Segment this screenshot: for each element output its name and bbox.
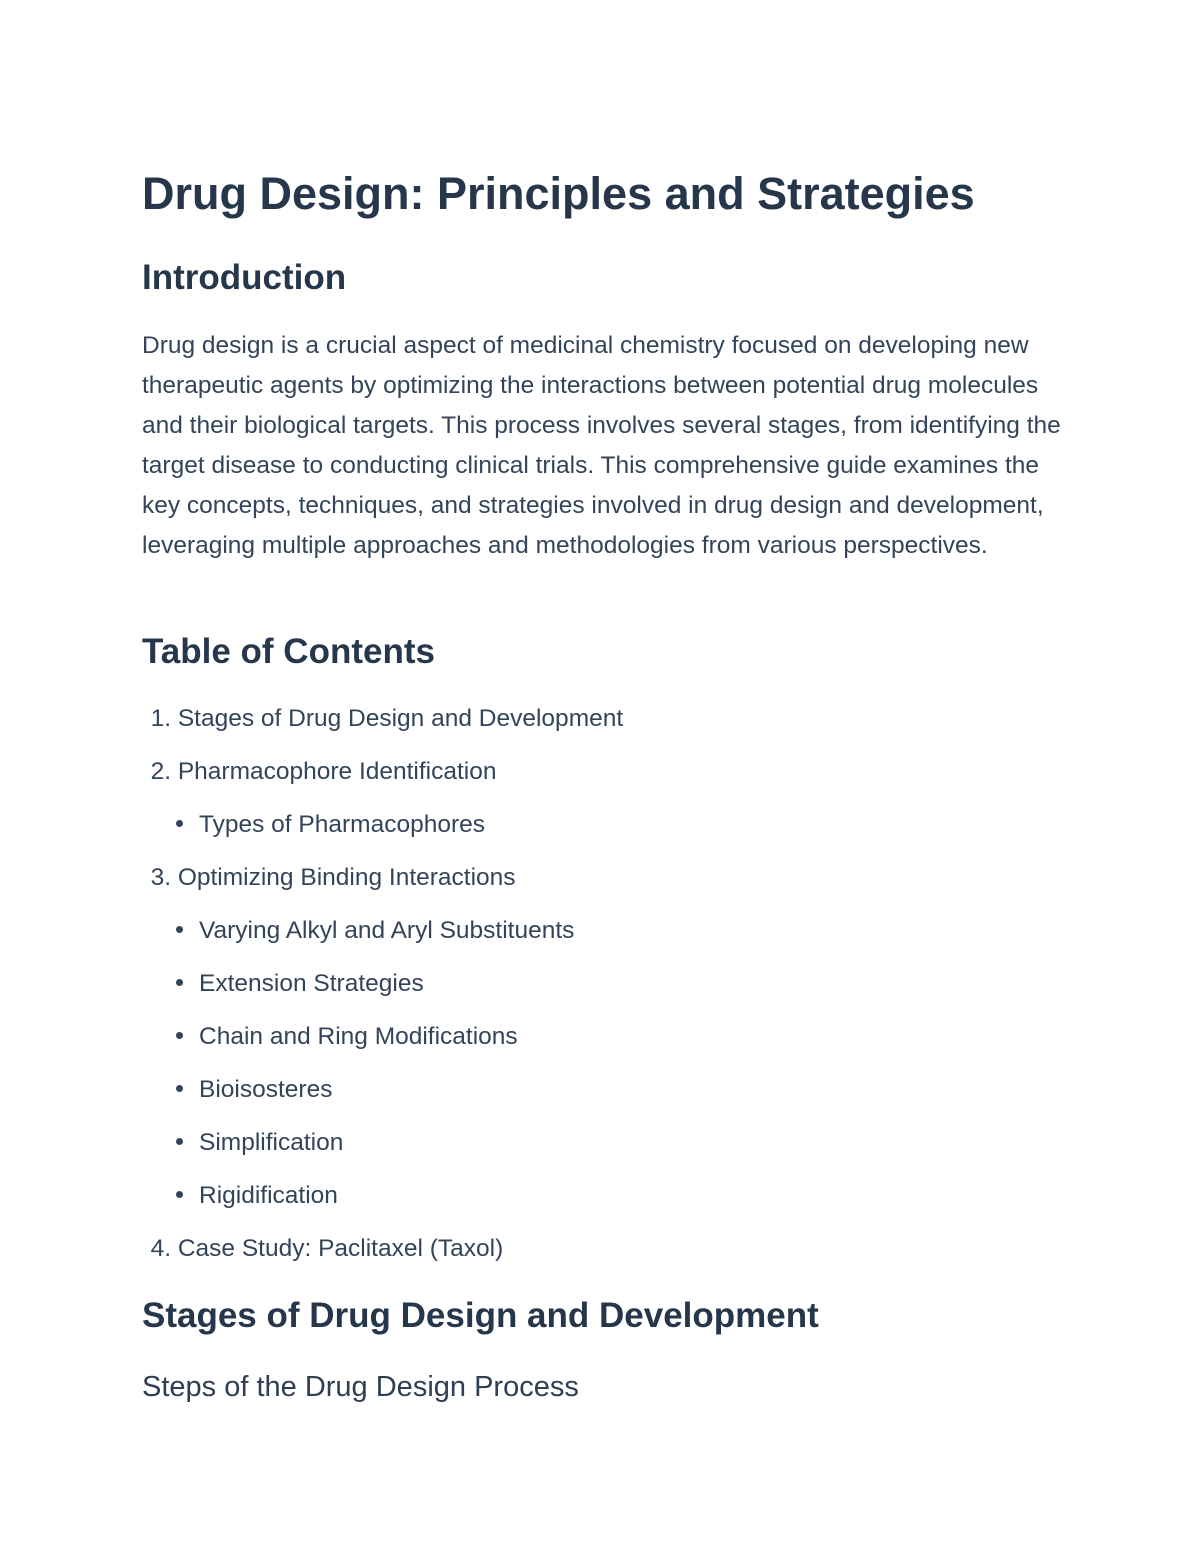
toc-item-label: Optimizing Binding Interactions xyxy=(177,864,516,891)
toc-subitem-extension[interactable] xyxy=(142,965,1042,1018)
toc-subitem-rigidification[interactable] xyxy=(142,1177,1042,1230)
introduction-heading: Introduction xyxy=(142,258,347,297)
bullet-icon xyxy=(176,979,183,986)
toc-subitem-label: Types of Pharmacophores xyxy=(199,811,485,838)
toc-subitem-chain-ring[interactable] xyxy=(142,1018,1042,1071)
toc-item-label: Case Study: Paclitaxel (Taxol) xyxy=(177,1235,504,1262)
toc-item-stages[interactable] xyxy=(142,700,1042,753)
introduction-paragraph: Drug design is a crucial aspect of medicinal chemistry focused on developing new therapeutic agents by optimizing the interactions between potential drug molecules and their biological targets. This process involves several stages, from identifying the target disease to conducting clinical trials. This comprehensive guide examines the key concepts, techniques, and strategies involved in drug design and development, leveraging multiple approaches and methodologies from various perspectives. xyxy=(142,332,1061,559)
toc-subitem-label: Simplification xyxy=(199,1129,344,1156)
toc-item-case-study[interactable] xyxy=(142,1230,1042,1283)
toc-subitem-label: Chain and Ring Modifications xyxy=(199,1023,518,1050)
bullet-icon xyxy=(176,926,183,933)
stages-heading: Stages of Drug Design and Development xyxy=(142,1296,819,1335)
toc-item-number: 3. xyxy=(150,864,171,891)
steps-subheading: Steps of the Drug Design Process xyxy=(142,1371,579,1403)
toc-subitem-label: Extension Strategies xyxy=(199,970,424,997)
toc-item-label: Pharmacophore Identification xyxy=(177,758,497,785)
table-of-contents-list xyxy=(142,700,1042,1283)
bullet-icon xyxy=(176,1032,183,1039)
document-title: Drug Design: Principles and Strategies xyxy=(142,168,975,219)
toc-subitem-label: Bioisosteres xyxy=(199,1076,333,1103)
toc-item-number: 2. xyxy=(150,758,171,785)
toc-subitem-label: Rigidification xyxy=(199,1182,338,1209)
bullet-icon xyxy=(176,1085,183,1092)
bullet-icon xyxy=(176,820,183,827)
toc-item-optimizing-binding[interactable] xyxy=(142,859,1042,912)
toc-subitem-alkyl-aryl[interactable] xyxy=(142,912,1042,965)
bullet-icon xyxy=(176,1191,183,1198)
toc-item-pharmacophore[interactable] xyxy=(142,753,1042,806)
bullet-icon xyxy=(176,1138,183,1145)
toc-subitem-label: Varying Alkyl and Aryl Substituents xyxy=(199,917,575,944)
toc-subitem-simplification[interactable] xyxy=(142,1124,1042,1177)
toc-subitem-bioisosteres[interactable] xyxy=(142,1071,1042,1124)
toc-item-number: 1. xyxy=(150,705,171,732)
toc-item-number: 4. xyxy=(150,1235,171,1262)
toc-item-label: Stages of Drug Design and Development xyxy=(177,705,624,732)
toc-subitem-types-of-pharmacophores[interactable] xyxy=(142,806,1042,859)
table-of-contents-heading: Table of Contents xyxy=(142,632,435,671)
